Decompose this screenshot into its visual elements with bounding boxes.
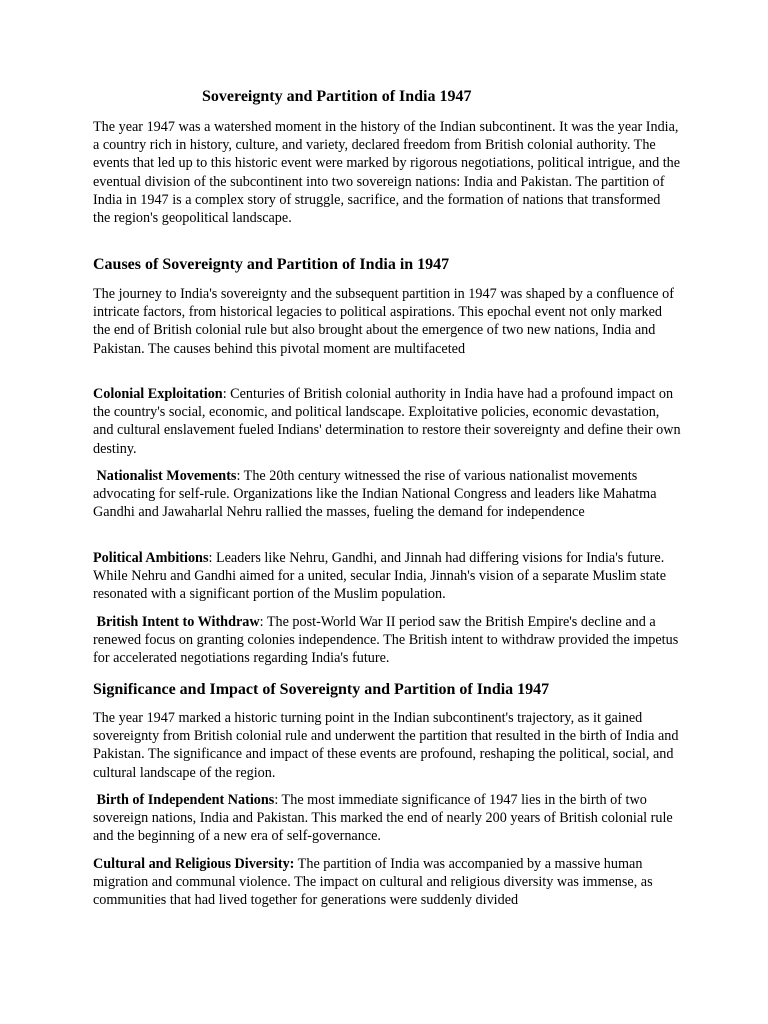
cause-item-colonial-exploitation xyxy=(93,385,681,458)
intro-text: The year 1947 was a watershed moment in the history of the Indian subcontinent. It was the year India, a country rich in history, culture, and variety, declared freedom from British colonial authority. The events that led up to this historic event were marked by rigorous negotiations, political intrigue, and the eventual division of the subcontinent into two sovereign nations: India and Pakistan. The partition of India in 1947 is a complex story of struggle, sacrifice, and the formation of nations that transformed the region's geopolitical landscape. xyxy=(93,119,681,227)
cause-text: : Centuries of British colonial authority in India have had a profound impact on the country's social, economic, and political landscape. Exploitative policies, economic devastation, and cultural enslavement fueled Indians' determination to restore their sovereignty and define their own destiny. xyxy=(93,386,681,457)
causes-intro-paragraph xyxy=(93,285,681,358)
significance-item-cultural-diversity xyxy=(93,855,681,910)
cause-item-british-intent xyxy=(93,613,681,668)
significance-term: Cultural and Religious Diversity: xyxy=(93,856,295,872)
intro-paragraph xyxy=(93,118,681,227)
cause-item-nationalist-movements xyxy=(93,467,681,522)
cause-term: Political Ambitions xyxy=(93,550,209,566)
cause-term: Colonial Exploitation xyxy=(93,386,223,402)
significance-intro-text: The year 1947 marked a historic turning point in the Indian subcontinent's trajectory, as it gained sovereignty from British colonial rule and underwent the partition that resulted in the birth of India and Pakistan. The significance and impact of these events are profound, reshaping the political, social, and cultural landscape of the region. xyxy=(93,710,679,781)
causes-intro-text: The journey to India's sovereignty and the subsequent partition in 1947 was shaped by a confluence of intricate factors, from historical legacies to political aspirations. This epochal event not only marked the end of British colonial rule but also brought about the emergence of two new nations, India and Pakistan. The causes behind this pivotal moment are multifaceted xyxy=(93,286,674,357)
cause-term: Nationalist Movements xyxy=(96,468,237,484)
significance-heading: Significance and Impact of Sovereignty and Partition of India 1947 xyxy=(93,681,550,698)
causes-heading: Causes of Sovereignty and Partition of India in 1947 xyxy=(93,256,450,273)
significance-item-birth-of-nations xyxy=(93,791,681,846)
significance-term: Birth of Independent Nations xyxy=(96,792,275,808)
significance-text: : The most immediate significance of 1947 lies in the birth of two sovereign nations, India and Pakistan. This marked the end of nearly 200 years of British colonial rule and the beginning of a new era of self-governance. xyxy=(93,792,673,845)
significance-intro-paragraph xyxy=(93,709,681,782)
cause-item-political-ambitions xyxy=(93,549,681,604)
document-title: Sovereignty and Partition of India 1947 xyxy=(202,88,472,105)
cause-text: : Leaders like Nehru, Gandhi, and Jinnah had differing visions for India's future. While Nehru and Gandhi aimed for a united, secular India, Jinnah's vision of a separate Muslim state resonated with a significant portion of the Muslim population. xyxy=(93,550,667,603)
cause-term: British Intent to Withdraw xyxy=(96,614,260,630)
cause-text: : The 20th century witnessed the rise of various nationalist movements advocating for self-rule. Organizations like the Indian National Congress and leaders like Mahatma Gandhi and Jawaharlal Nehru rallied the masses, fueling the demand for independence xyxy=(93,468,657,521)
cause-text: : The post-World War II period saw the British Empire's decline and a renewed focus on granting colonies independence. The British intent to withdraw provided the impetus for accelerated negotiations regarding India's future. xyxy=(93,614,679,667)
significance-text: The partition of India was accompanied by a massive human migration and communal violence. The impact on cultural and religious diversity was immense, as communities that had lived together for generations were suddenly divided xyxy=(93,856,653,909)
